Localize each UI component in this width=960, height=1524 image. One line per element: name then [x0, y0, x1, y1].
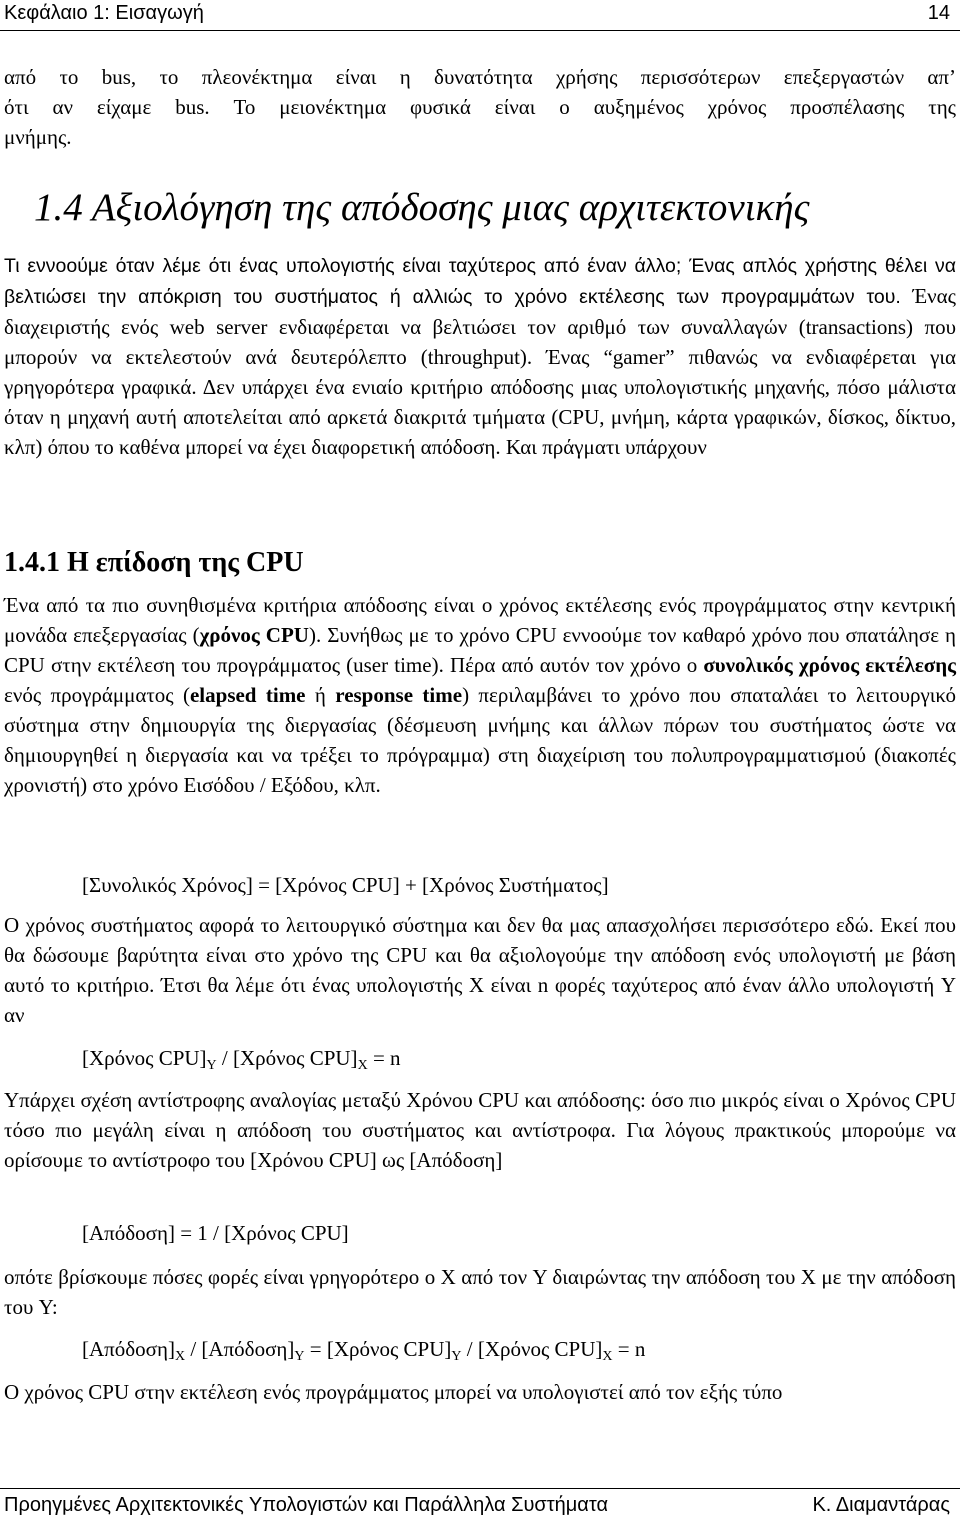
intro-line-1: από το bus, το πλεονέκτημα είναι η δυνατότητα χρήσης περισσότερων επεξεργαστών απ’ [4, 65, 956, 89]
section-paragraph-sans: Τι εννοούμε όταν λέμε ότι ένας υπολογιστής είναι ταχύτερος από έναν άλλο; Ένας απλός χρήστης θέλει να βελτιώσει την απόκριση του συστήματος ή αλλιώς το χρόνο εκτέλεσης των προγραμμάτων του. [4, 255, 956, 308]
cpu-paragraph [4, 590, 956, 800]
inverse-relation-paragraph: Υπάρχει σχέση αντίστροφης αναλογίας μεταξύ Χρόνου CPU και απόδοσης: όσο πιο μικρός είναι ο Χρόνος CPU τόσο πιο μεγάλη είναι η απόδοση του συστήματος και αντίστροφα. Για λόγους πρακτικούς μπορούμε να ορίσουμε το αντίστροφο του [Χρόνου CPU] ως [Απόδοση] [4, 1088, 956, 1172]
eq-part: / [Απόδοση] [185, 1337, 295, 1361]
response-time-term: response time [335, 683, 463, 707]
eq-subscript: X [174, 1349, 186, 1364]
cpu-time-term: χρόνος CPU [199, 623, 309, 647]
eq-part: / [Χρόνος CPU] [461, 1337, 603, 1361]
eq-part: [Χρόνος CPU] [82, 1046, 207, 1070]
eq-part: = [Χρόνος CPU] [304, 1337, 452, 1361]
subsection-title: 1.4.1 Η επίδοση της CPU [4, 547, 304, 578]
total-time-term: συνολικός χρόνος εκτέλεσης [703, 653, 957, 677]
page-footer [0, 1488, 960, 1524]
equation-speedup [82, 1043, 401, 1073]
elapsed-time-term: elapsed time [189, 683, 306, 707]
system-time-paragraph: Ο χρόνος συστήματος αφορά το λειτουργικό σύστημα και δεν θα μας απασχολήσει περισσότερο εδώ. Εκεί που θα δώσουμε βαρύτητα είναι στο χρόνο της CPU και θα αξιολογούμε την απόδοση ενός υπολογιστή με βάση αυτό το κριτήριο. Έτσι θα λέμε ότι ένας υπολογιστής X είναι n φορές ταχύτερος από έναν άλλο υπολογιστή Y αν [4, 913, 956, 1027]
equation-ratio [82, 1334, 645, 1364]
eq-subscript: Y [206, 1058, 217, 1073]
section-title: 1.4 Αξιολόγηση της απόδοσης μιας αρχιτεκτονικής [34, 186, 810, 229]
ratio-paragraph: οπότε βρίσκουμε πόσες φορές είναι γρηγορότερο ο X από τον Y διαιρώντας την απόδοση του X με την απόδοση του Y: [4, 1265, 956, 1319]
cpu-text: ή [305, 683, 336, 707]
book-title: Προηγμένες Αρχιτεκτονικές Υπολογιστών και Παράλληλα Συστήματα [4, 1494, 609, 1516]
eq-subscript: Y [294, 1349, 305, 1364]
intro-line-3: μνήμης. [4, 125, 72, 149]
author-name: Κ. Διαμαντάρας [812, 1494, 950, 1516]
eq-part: / [Χρόνος CPU] [216, 1046, 358, 1070]
section-paragraph [4, 250, 956, 462]
chapter-title: Κεφάλαιο 1: Εισαγωγή [4, 2, 204, 24]
eq-subscript: Y [451, 1349, 462, 1364]
eq-part: = n [612, 1337, 646, 1361]
page-number: 14 [927, 2, 950, 24]
cpu-text: ενός προγράμματος ( [4, 683, 190, 707]
eq-subscript: X [602, 1349, 613, 1364]
intro-line-2: ότι αν είχαμε bus. Το μειονέκτημα φυσικά είναι ο αυξημένος χρόνος προσπέλασης της [4, 95, 956, 119]
eq-part: [Απόδοση] [82, 1337, 175, 1361]
equation-performance: [Απόδοση] = 1 / [Χρόνος CPU] [82, 1221, 349, 1245]
page-header [0, 0, 960, 31]
cpu-text: Ένα από τα πιο συνηθισμένα κριτήρια απόδοσης είναι ο χρόνος εκτέλεσης ενός προγράμματος στην κεντρική μονάδα επεξεργασίας ( [4, 593, 956, 647]
eq-subscript: X [357, 1058, 368, 1073]
section-paragraph-serif: Ένας διαχειριστής ενός web server ενδιαφέρεται να βελτιώσει τον αριθμό των συναλλαγών (transactions) που μπορούν να εκτελεστούν ανά δευτερόλεπτο (throughput). Ένας “gamer” πιθανώς να ενδιαφέρεται για γρηγορότερα γραφικά. Δεν υπάρχει ένα ενιαίο κριτήριο απόδοσης μιας υπολογιστικής μηχανής, πόσο μάλιστα όταν η μηχανή αυτή αποτελείται από αρκετά διακριτά τμήματα (CPU, μνήμη, κάρτα γραφικών, δίσκος, δίκτυο, κλπ) όπου το καθένα μπορεί να έχει διαφορετική απόδοση. Και πράγματι υπάρχουν [4, 284, 956, 459]
cpu-text: ) περιλαμβάνει το χρόνο που σπαταλάει το λειτουργικό σύστημα στην δημιουργία της διεργασίας (δέσμευση μνήμης και άλλων πόρων του συστήματος ώστε να δημιουργηθεί η διεργασία και να τρέξει το πρόγραμμα) στη διαχείριση του πολυπρογραμματισμού (διακοπές χρονιστή) στο χρόνο Εισόδου / Εξόδου, κλπ. [4, 683, 957, 797]
cpu-formula-intro-paragraph: Ο χρόνος CPU στην εκτέλεση ενός προγράμματος μπορεί να υπολογιστεί από τον εξής τύπο [4, 1380, 783, 1404]
cpu-text: ). Συνήθως με το χρόνο CPU εννοούμε τον καθαρό χρόνο που σπατάλησε η CPU στην εκτέλεση του προγράμματος (user time). Πέρα από αυτόν τον χρόνο ο [4, 623, 956, 677]
equation-total-time: [Συνολικός Χρόνος] = [Χρόνος CPU] + [Χρόνος Συστήματος] [82, 873, 609, 897]
eq-part: = n [367, 1046, 401, 1070]
